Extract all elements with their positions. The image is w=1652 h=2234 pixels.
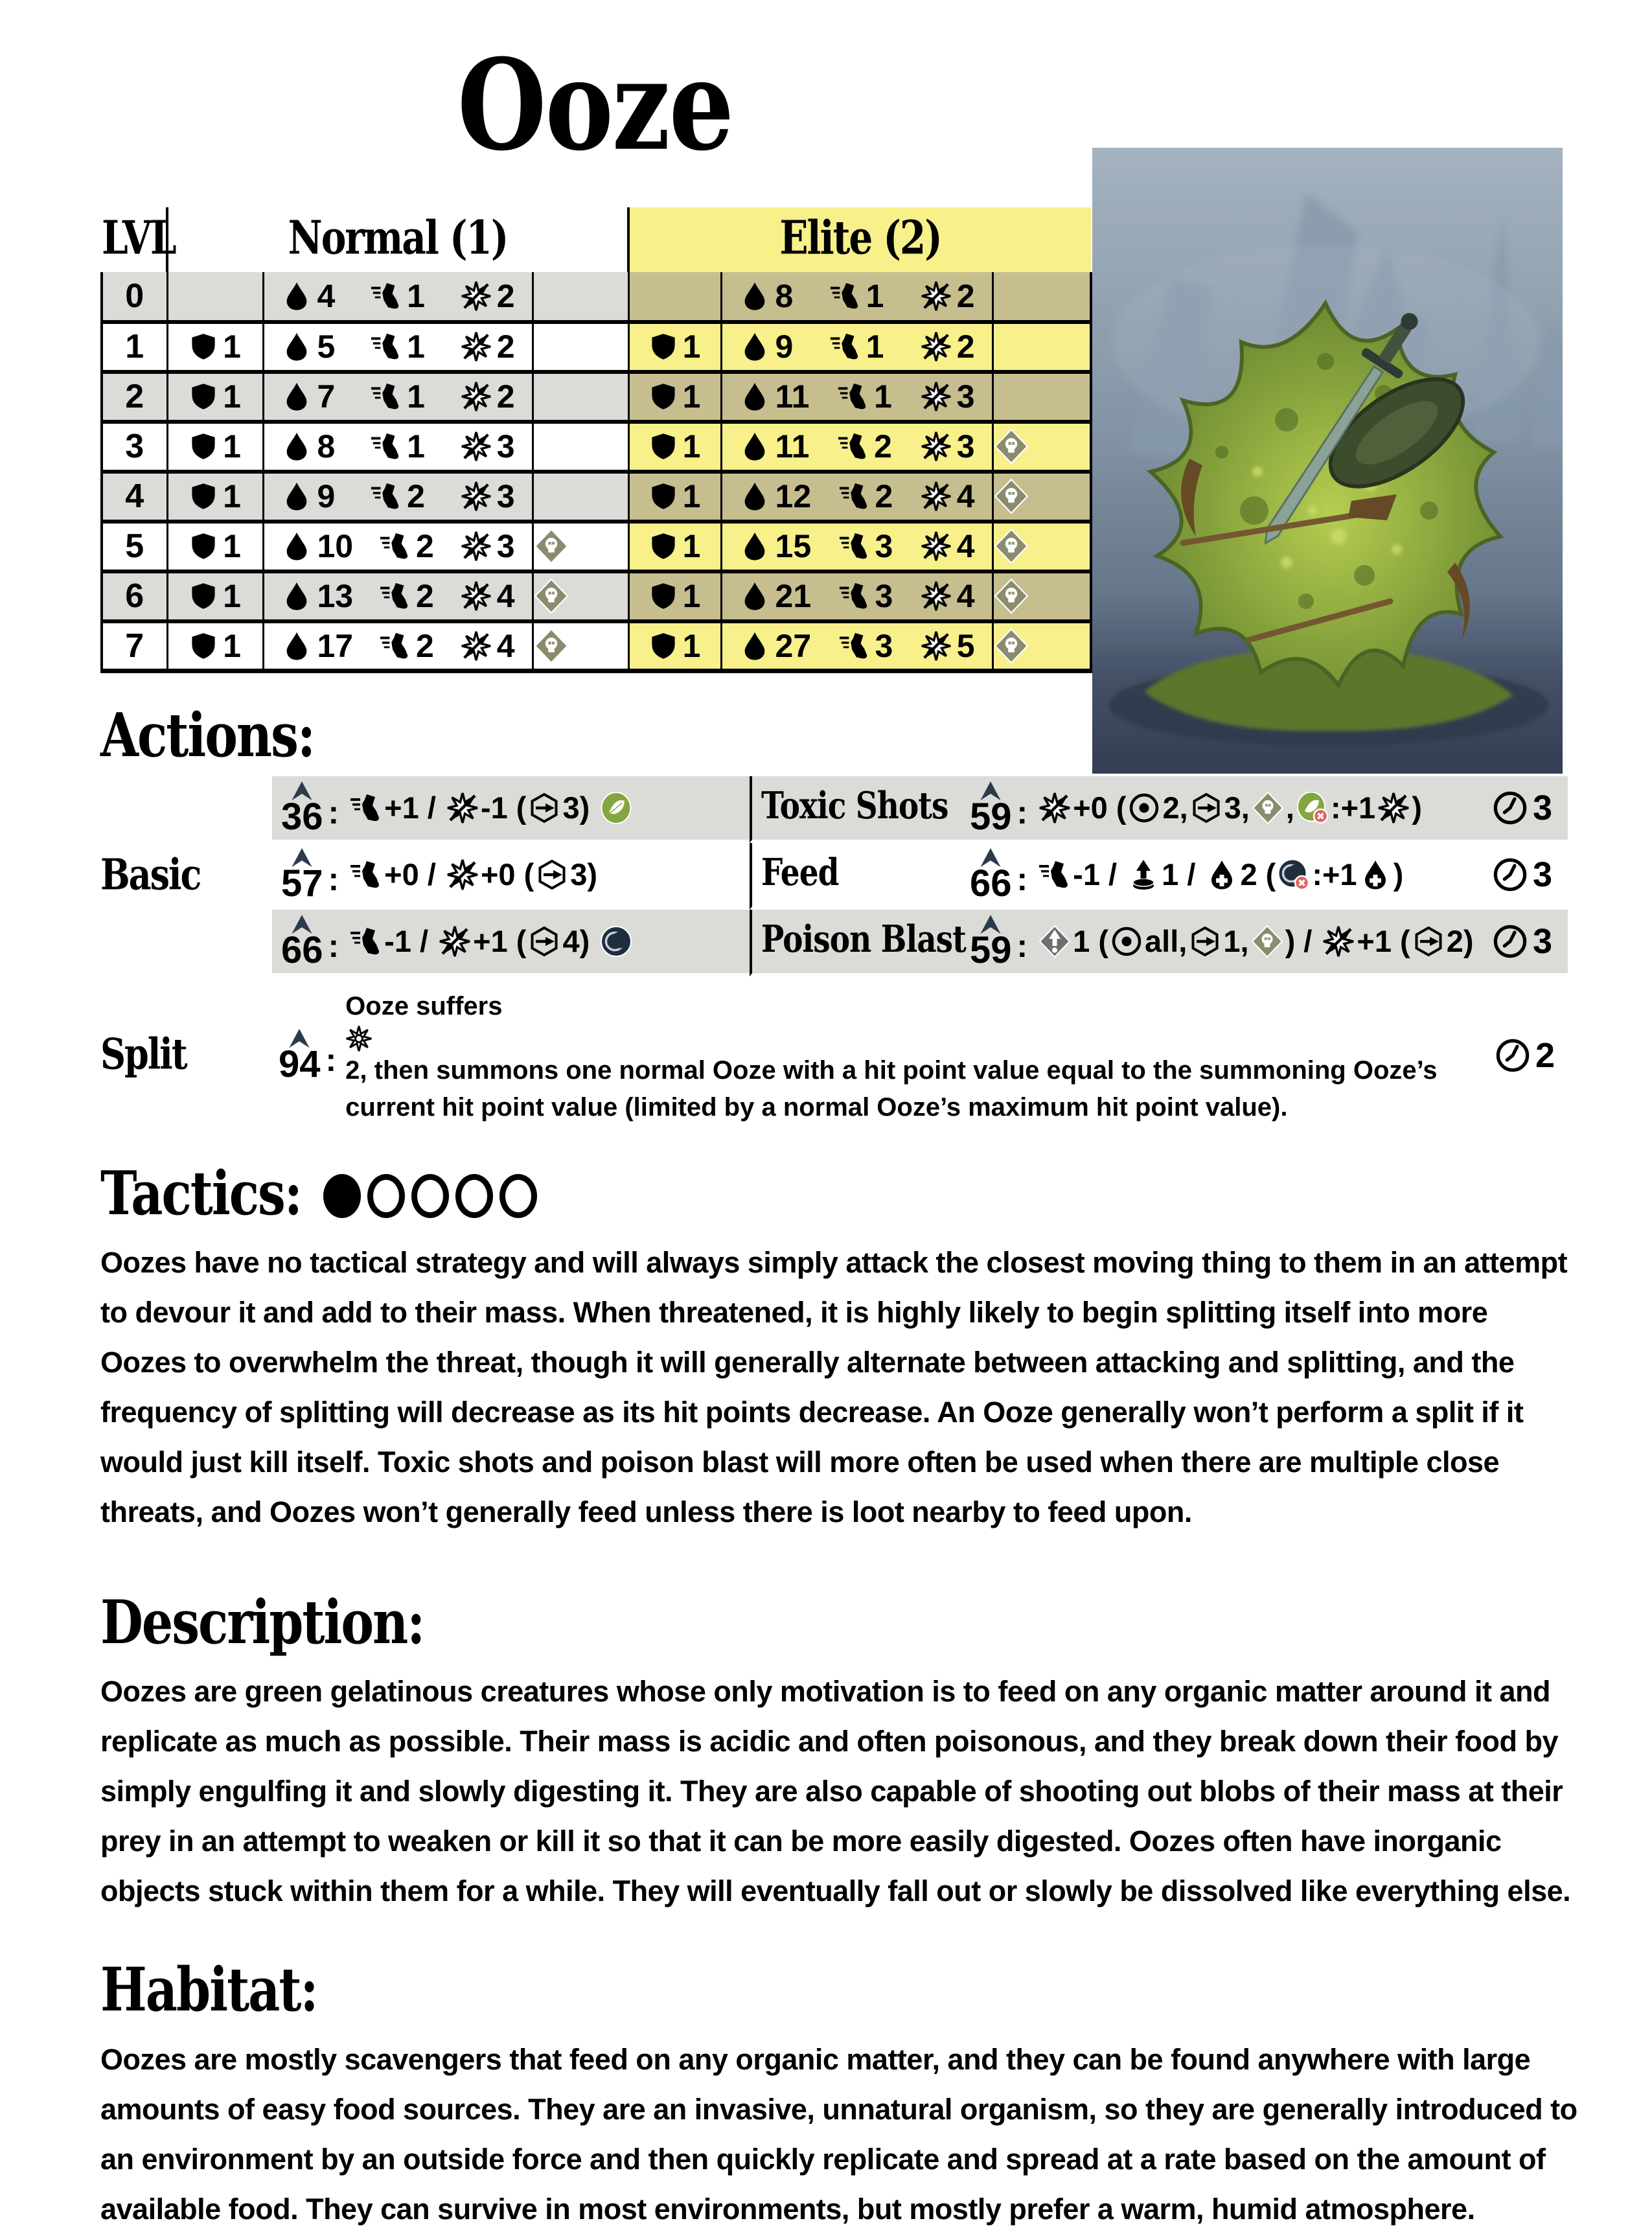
tactics-dot-empty [499, 1174, 537, 1218]
normal-poison-cell [533, 522, 628, 571]
normal-shield-cell [167, 322, 263, 372]
normal-poison-cell [533, 571, 628, 621]
normal-hp-stat: 8 [281, 428, 336, 465]
elite-poison-cell [992, 472, 1091, 522]
action-formula: +1 / -1 ( 3) [348, 790, 634, 825]
normal-shield-cell [167, 571, 263, 621]
elite-hp-stat: 15 [739, 527, 812, 565]
shield-icon [649, 332, 678, 361]
named-action-row: Poison Blast 59 : 1 ( all, 1, ) / +1 ( 2) 3 [750, 910, 1568, 976]
shield-icon [189, 482, 218, 511]
range-icon [528, 925, 560, 958]
action-name: Feed [761, 851, 839, 895]
elite-shield-stat: 1 [649, 478, 701, 515]
move-icon [838, 381, 869, 412]
hit-points-icon [739, 531, 770, 562]
attack-icon [461, 331, 492, 362]
attack-icon [921, 381, 952, 412]
elite-shield-cell [628, 472, 721, 522]
dark-element-icon [600, 925, 632, 958]
normal-attack-stat: 3 [461, 428, 515, 465]
stats-row-level-4 [102, 472, 1091, 522]
level-cell: 4 [102, 472, 167, 522]
normal-hp-stat: 13 [281, 577, 354, 615]
attack-icon [461, 531, 492, 562]
elite-attack-stat: 3 [921, 428, 975, 465]
stats-row-level-5 [102, 522, 1091, 571]
poison-icon [994, 479, 1090, 514]
shield-icon [189, 432, 218, 461]
poison-icon [994, 628, 1090, 663]
push-icon [1038, 925, 1071, 958]
hit-points-icon [281, 431, 312, 462]
normal-stats-cell [263, 272, 533, 322]
move-icon [380, 581, 411, 612]
elite-poison-cell [992, 522, 1091, 571]
elite-poison-cell [992, 422, 1091, 472]
range-icon [1190, 792, 1222, 824]
attack-icon [921, 581, 952, 612]
elite-hp-stat: 11 [739, 428, 810, 465]
elite-attack-stat: 2 [921, 277, 975, 315]
normal-hp-stat: 17 [281, 627, 354, 665]
normal-shield-stat: 1 [189, 478, 241, 515]
normal-hp-stat: 9 [281, 478, 336, 515]
attack-icon [461, 281, 492, 312]
duration-value: 3 [1532, 921, 1552, 961]
hit-points-icon [739, 281, 770, 312]
normal-move-stat: 2 [380, 627, 434, 665]
move-icon [830, 281, 861, 312]
normal-shield-stat: 1 [189, 527, 241, 565]
normal-stats-cell [263, 472, 533, 522]
normal-attack-stat: 4 [461, 627, 515, 665]
normal-hp-stat: 4 [281, 277, 336, 315]
action-name: Toxic Shots [761, 785, 948, 829]
split-action-row: 94 : Ooze suffers 2, then summons one normal Ooze with a hit point value equal to the summoning Ooze’s current hit point value (limited by a normal Ooze’s maximum hit point value). 2 [272, 976, 1568, 1135]
elite-stats-cell [721, 571, 992, 621]
normal-move-stat: 2 [371, 478, 425, 515]
action-duration [1491, 921, 1559, 962]
tactics-dot-empty [367, 1174, 405, 1218]
tactics-text: Oozes have no tactical strategy and will always simply attack the closest moving thing to them in an attempt to devour it and add to their mass. When threatened, it is highly likely to begin splitting itself into more Oozes to overwhelm the threat, though it will generally alternate between attacking and splitting, and the frequency of splitting will decrease as its hit points decrease. An Ooze generally won’t perform a split if it would just kill itself. Toxic shots and poison blast will more often be used when there are multiple close threats, and Oozes won’t generally feed unless there is loot nearby to feed upon. [100, 1245, 1568, 1528]
elite-column-header: Elite (2) [628, 207, 1091, 272]
hit-points-icon [281, 630, 312, 662]
duration-value: 3 [1532, 788, 1552, 827]
normal-shield-cell [167, 372, 263, 422]
habitat-heading: Habitat: [100, 1954, 317, 2025]
attack-icon [921, 630, 952, 662]
normal-hp-stat: 7 [281, 378, 336, 415]
tactics-dot-filled [323, 1174, 361, 1218]
attack-icon [439, 925, 471, 958]
clock-icon [1491, 923, 1529, 960]
action-duration [1494, 1035, 1561, 1076]
duration-value: 3 [1532, 855, 1552, 894]
stats-table-header [102, 207, 1091, 272]
move-icon [830, 331, 861, 362]
hit-points-icon [739, 431, 770, 462]
elite-stats-cell [721, 372, 992, 422]
range-icon [1412, 925, 1445, 958]
level-cell: 3 [102, 422, 167, 472]
named-action-row: Toxic Shots 59 : +0 ( 2, 3, , :+1 ) 3 [750, 776, 1568, 843]
poison-icon [994, 429, 1090, 464]
tactics-dot-empty [455, 1174, 493, 1218]
attack-icon [1322, 925, 1355, 958]
named-action-row: Feed 66 : -1 / 1 / 2 ( :+1 ) 3 [750, 843, 1568, 910]
action-formula: +0 / +0 ( 3) [348, 857, 597, 892]
initiative-value: 57 [281, 847, 323, 903]
normal-poison-cell [533, 472, 628, 522]
stats-row-level-3 [102, 422, 1091, 472]
hit-points-icon [281, 331, 312, 362]
elite-shield-cell [628, 272, 721, 322]
elite-hp-stat: 9 [739, 328, 794, 365]
attack-icon [461, 431, 492, 462]
range-icon [536, 858, 568, 891]
poison-icon [534, 628, 628, 663]
actions-heading: Actions: [100, 700, 315, 771]
elite-attack-stat: 4 [921, 478, 975, 515]
poison-icon [534, 579, 628, 614]
level-cell: 5 [102, 522, 167, 571]
shield-icon [649, 582, 678, 610]
level-cell: 1 [102, 322, 167, 372]
elite-shield-cell [628, 322, 721, 372]
shield-icon [649, 632, 678, 660]
range-icon [1189, 925, 1221, 958]
duration-value: 2 [1535, 1036, 1555, 1076]
elite-shield-cell [628, 621, 721, 671]
elite-hp-stat: 11 [739, 378, 810, 415]
elite-poison-cell [992, 322, 1091, 372]
page-title: Ooze [457, 32, 733, 179]
action-formula: +0 ( 2, 3, , :+1 ) [1037, 790, 1422, 825]
poison-icon [994, 579, 1090, 614]
elite-shield-stat: 1 [649, 577, 701, 615]
earth-element-icon [600, 792, 632, 824]
normal-shield-cell [167, 472, 263, 522]
elite-shield-stat: 1 [649, 328, 701, 365]
initiative-value: 59 [970, 914, 1012, 969]
poison-icon [534, 529, 628, 564]
normal-poison-cell [533, 422, 628, 472]
initiative-value: 66 [281, 914, 323, 969]
elite-shield-stat: 1 [649, 627, 701, 665]
attack-icon [461, 630, 492, 662]
normal-attack-stat: 2 [461, 378, 515, 415]
elite-stats-cell [721, 322, 992, 372]
attack-icon [461, 481, 492, 512]
loot-icon [1127, 858, 1160, 891]
normal-move-stat: 1 [371, 428, 425, 465]
move-icon [350, 792, 382, 824]
hit-points-icon [739, 630, 770, 662]
ooze-art-svg [1092, 148, 1563, 774]
shield-icon [189, 382, 218, 411]
normal-move-stat: 2 [380, 527, 434, 565]
normal-move-stat: 1 [371, 328, 425, 365]
elite-poison-cell [992, 571, 1091, 621]
ooze-stat-page [0, 32, 1652, 2226]
hit-points-icon [739, 381, 770, 412]
attack-icon [921, 281, 952, 312]
move-icon [350, 925, 382, 958]
level-cell: 2 [102, 372, 167, 422]
elite-hp-stat: 27 [739, 627, 812, 665]
action-duration [1491, 855, 1559, 895]
normal-shield-cell [167, 272, 263, 322]
normal-poison-cell [533, 272, 628, 322]
shield-icon [649, 532, 678, 560]
initiative-value: 36 [281, 780, 323, 836]
normal-hp-stat: 10 [281, 527, 354, 565]
elite-move-stat: 1 [830, 277, 884, 315]
initiative-value: 66 [970, 847, 1012, 903]
attack-icon [1038, 792, 1071, 824]
attack-icon [446, 792, 479, 824]
move-icon [350, 858, 382, 891]
action-formula: -1 / 1 / 2 ( :+1 ) [1037, 857, 1403, 892]
elite-move-stat: 3 [839, 577, 893, 615]
elite-hp-stat: 12 [739, 478, 812, 515]
target-icon [1110, 925, 1143, 958]
hit-points-icon [281, 381, 312, 412]
elite-stats-cell [721, 522, 992, 571]
move-icon [380, 630, 411, 662]
shield-icon [189, 632, 218, 660]
elite-move-stat: 2 [838, 428, 892, 465]
tactics-heading: Tactics: [100, 1158, 301, 1229]
poison-icon [1251, 925, 1283, 958]
normal-shield-stat: 1 [189, 577, 241, 615]
ooze-illustration [1092, 148, 1563, 774]
stats-row-level-7 [102, 621, 1091, 671]
elite-move-stat: 2 [839, 478, 893, 515]
target-icon [1128, 792, 1160, 824]
elite-hp-stat: 8 [739, 277, 794, 315]
elite-shield-cell [628, 571, 721, 621]
split-action-text: Ooze suffers 2, then summons one normal Ooze with a hit point value equal to the summoning Ooze’s current hit point value (limited by a normal Ooze’s maximum hit point value). [345, 988, 1447, 1126]
dark-element-consume-icon [1278, 858, 1310, 891]
earth-element-consume-icon [1296, 792, 1329, 824]
clock-icon [1491, 856, 1529, 893]
move-icon [839, 531, 870, 562]
level-cell: 6 [102, 571, 167, 621]
normal-stats-cell [263, 571, 533, 621]
normal-stats-cell [263, 322, 533, 372]
action-formula: 1 ( all, 1, ) / +1 ( 2) [1037, 923, 1473, 959]
basic-action-row: 57 : +0 / +0 ( 3) [272, 843, 750, 910]
normal-shield-stat: 1 [189, 378, 241, 415]
move-icon [371, 481, 402, 512]
hit-points-icon [281, 481, 312, 512]
normal-shield-cell [167, 621, 263, 671]
move-icon [1038, 858, 1071, 891]
move-icon [838, 431, 869, 462]
elite-poison-cell [992, 372, 1091, 422]
attack-icon [1377, 792, 1410, 824]
elite-poison-cell [992, 621, 1091, 671]
heal-icon [1359, 858, 1392, 891]
description-heading: Description: [100, 1587, 424, 1657]
normal-poison-cell [533, 372, 628, 422]
elite-shield-stat: 1 [649, 428, 701, 465]
normal-attack-stat: 4 [461, 577, 515, 615]
normal-column-header: Normal (1) [167, 207, 628, 272]
heal-icon [1206, 858, 1238, 891]
elite-attack-stat: 4 [921, 577, 975, 615]
poison-icon [1252, 792, 1284, 824]
normal-shield-stat: 1 [189, 328, 241, 365]
shield-icon [189, 332, 218, 361]
elite-shield-cell [628, 422, 721, 472]
elite-stats-cell [721, 422, 992, 472]
normal-move-stat: 2 [380, 577, 434, 615]
elite-shield-cell [628, 522, 721, 571]
elite-shield-stat: 1 [649, 527, 701, 565]
elite-attack-stat: 2 [921, 328, 975, 365]
move-icon [371, 431, 402, 462]
shield-icon [649, 432, 678, 461]
action-name: Poison Blast [761, 918, 966, 962]
attack-icon [461, 381, 492, 412]
normal-attack-stat: 2 [461, 328, 515, 365]
shield-icon [649, 482, 678, 511]
range-icon [528, 792, 560, 824]
page-title-row [100, 32, 1090, 179]
normal-attack-stat: 2 [461, 277, 515, 315]
move-icon [839, 481, 870, 512]
level-cell: 0 [102, 272, 167, 322]
move-icon [371, 281, 402, 312]
normal-move-stat: 1 [371, 378, 425, 415]
shield-icon [189, 532, 218, 560]
hit-points-icon [281, 281, 312, 312]
elite-hp-stat: 21 [739, 577, 812, 615]
tactics-rating [323, 1174, 537, 1218]
normal-poison-cell [533, 322, 628, 372]
attack-icon [921, 331, 952, 362]
elite-move-stat: 3 [839, 527, 893, 565]
stats-row-level-0 [102, 272, 1091, 322]
action-formula: -1 / +1 ( 4) [348, 923, 634, 959]
normal-stats-cell [263, 621, 533, 671]
tactics-heading-row [100, 1158, 1652, 1229]
action-duration [1491, 788, 1559, 828]
elite-poison-cell [992, 272, 1091, 322]
move-icon [371, 381, 402, 412]
hit-points-icon [281, 531, 312, 562]
elite-stats-cell [721, 472, 992, 522]
normal-stats-cell [263, 372, 533, 422]
hit-points-icon [281, 581, 312, 612]
clock-icon [1494, 1037, 1532, 1074]
basic-action-row: 36 : +1 / -1 ( 3) [272, 776, 750, 843]
normal-shield-cell [167, 422, 263, 472]
normal-stats-cell [263, 522, 533, 571]
elite-attack-stat: 4 [921, 527, 975, 565]
shield-icon [189, 582, 218, 610]
move-icon [839, 581, 870, 612]
hit-points-icon [739, 331, 770, 362]
stats-table [100, 207, 1092, 674]
hit-points-icon [739, 581, 770, 612]
initiative-value: 59 [970, 780, 1012, 836]
attack-icon [446, 858, 479, 891]
elite-attack-stat: 5 [921, 627, 975, 665]
stats-row-level-2 [102, 372, 1091, 422]
lvl-column-header: LVL [102, 207, 167, 272]
attack-icon [461, 581, 492, 612]
level-cell: 7 [102, 621, 167, 671]
normal-shield-stat: 1 [189, 428, 241, 465]
normal-shield-cell [167, 522, 263, 571]
hit-points-icon [739, 481, 770, 512]
stats-row-level-6 [102, 571, 1091, 621]
move-icon [371, 331, 402, 362]
initiative-value: 94 [279, 1028, 321, 1083]
actions-table [100, 776, 1652, 1135]
tactics-dot-empty [411, 1174, 449, 1218]
attack-icon [921, 431, 952, 462]
move-icon [380, 531, 411, 562]
basic-actions-label: Basic [100, 849, 201, 900]
split-action-label: Split [100, 1028, 187, 1079]
attack-icon [921, 531, 952, 562]
clock-icon [1491, 789, 1529, 827]
move-icon [839, 630, 870, 662]
normal-hp-stat: 5 [281, 328, 336, 365]
elite-move-stat: 1 [830, 328, 884, 365]
normal-stats-cell [263, 422, 533, 472]
elite-attack-stat: 3 [921, 378, 975, 415]
poison-icon [994, 529, 1090, 564]
elite-stats-cell [721, 621, 992, 671]
shield-icon [649, 382, 678, 411]
normal-poison-cell [533, 621, 628, 671]
elite-shield-stat: 1 [649, 378, 701, 415]
basic-action-row: 66 : -1 / +1 ( 4) [272, 910, 750, 976]
elite-shield-cell [628, 372, 721, 422]
normal-shield-stat: 1 [189, 627, 241, 665]
description-text: Oozes are green gelatinous creatures whose only motivation is to feed on any organic matter around it and replicate as much as possible. Their mass is acidic and often poisonous, and they break down their food by simply engulfing it and slowly digesting it. They are also capable of shooting out blobs of their mass at their prey in an attempt to weaken or kill it so that it can be more easily digested. Oozes often have inorganic objects stuck within them for a while. They will eventually fall out or slowly be dissolved like everything else. [100, 1675, 1571, 1908]
stats-row-level-1 [102, 322, 1091, 372]
normal-attack-stat: 3 [461, 478, 515, 515]
elite-move-stat: 1 [838, 378, 892, 415]
elite-stats-cell [721, 272, 992, 322]
habitat-text: Oozes are mostly scavengers that feed on any organic matter, and they can be found anywhere with large amounts of easy food sources. They are an invasive, unnatural organism, so they are generally introduced to an environment by an outside force and then quickly replicate and spread at a rate based on the amount of available food. They can survive in most environments, but mostly prefer a warm, humid atmosphere. [100, 2042, 1577, 2226]
elite-move-stat: 3 [839, 627, 893, 665]
suffer-damage-icon [345, 1025, 1447, 1052]
attack-icon [921, 481, 952, 512]
normal-move-stat: 1 [371, 277, 425, 315]
normal-attack-stat: 3 [461, 527, 515, 565]
